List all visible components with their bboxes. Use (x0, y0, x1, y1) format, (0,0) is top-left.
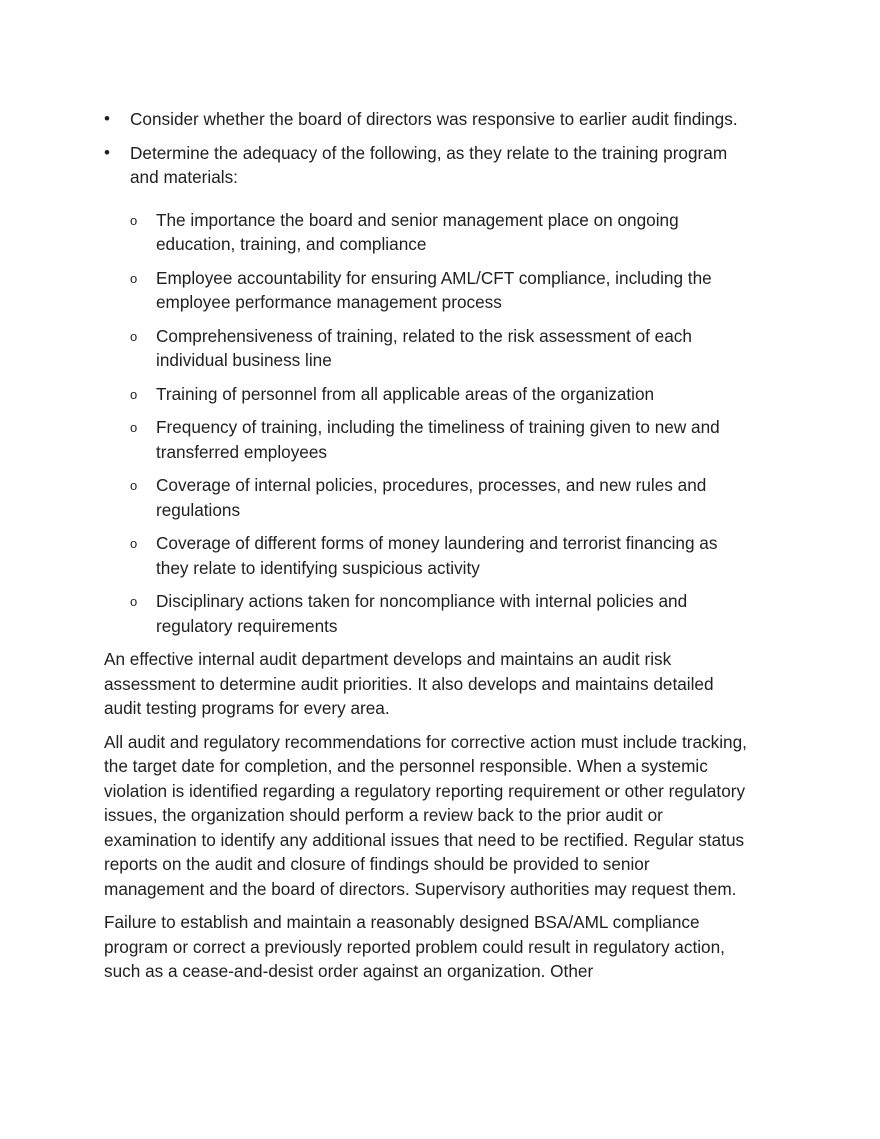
bullet-item (104, 107, 749, 132)
sub-bullet-text: Coverage of different forms of money laundering and terrorist financing as they relate to identifying suspicious activity (156, 533, 718, 578)
sub-bullet-text: The importance the board and senior management place on ongoing education, training, and compliance (156, 209, 679, 254)
sub-bullet-marker: o (130, 594, 138, 609)
paragraph: Failure to establish and maintain a reasonably designed BSA/AML compliance program or correct a previously reported problem could result in regulatory action, such as a cease-and-desist order against an organization. Other (104, 912, 725, 981)
sub-bullet-text: Training of personnel from all applicable areas of the organization (156, 383, 655, 404)
bullet-marker: • (104, 142, 110, 162)
sub-bullet-text: Frequency of training, including the timeliness of training given to new and transferred employees (156, 417, 720, 462)
sub-bullet-item (130, 382, 749, 407)
sub-bullet-item (130, 473, 749, 522)
paragraph: An effective internal audit department develops and maintains an audit risk assessment to determine audit priorities. It also develops and maintains detailed audit testing programs for every area. (104, 649, 714, 718)
sub-bullet-text: Disciplinary actions taken for noncompliance with internal policies and regulatory requirements (156, 591, 688, 636)
sub-bullet-marker: o (130, 270, 138, 286)
sub-bullet-marker: o (130, 386, 138, 402)
sub-bullet-item (130, 208, 749, 257)
bullet-text: Determine the adequacy of the following, as they relate to the training program and materials: (130, 142, 728, 187)
sub-bullet-list (130, 208, 749, 639)
sub-bullet-item (130, 589, 749, 638)
sub-bullet-text: Employee accountability for ensuring AML/CFT compliance, including the employee performance management process (156, 267, 712, 312)
sub-bullet-marker: o (130, 478, 138, 493)
bullet-text: Consider whether the board of directors was responsive to earlier audit findings. (130, 109, 738, 129)
bullet-marker: • (104, 109, 110, 128)
sub-bullet-item (130, 531, 749, 580)
sub-bullet-text: Comprehensiveness of training, related to the risk assessment of each individual business line (156, 325, 692, 370)
sub-bullet-text: Coverage of internal policies, procedures, processes, and new rules and regulations (156, 475, 707, 520)
sub-bullet-item (130, 415, 749, 464)
paragraph: All audit and regulatory recommendations for corrective action must include tracking, the target date for completion, and the personnel responsible. When a systemic violation is identified regarding a regulatory reporting requirement or other regulatory issues, the organization should perform a review back to the prior audit or examination to identify any additional issues that need to be rectified. Regular status reports on the audit and closure of findings should be provided to senior management and the board of directors. Supervisory authorities may request them. (104, 731, 747, 899)
page-content (104, 107, 749, 993)
bullet-list (104, 107, 749, 638)
sub-bullet-marker: o (130, 420, 138, 435)
sub-bullet-item (130, 324, 749, 373)
sub-bullet-item (130, 266, 749, 315)
sub-bullet-marker: o (130, 328, 138, 344)
sub-bullet-marker: o (130, 212, 138, 228)
sub-bullet-marker: o (130, 536, 138, 551)
bullet-item (104, 141, 749, 639)
